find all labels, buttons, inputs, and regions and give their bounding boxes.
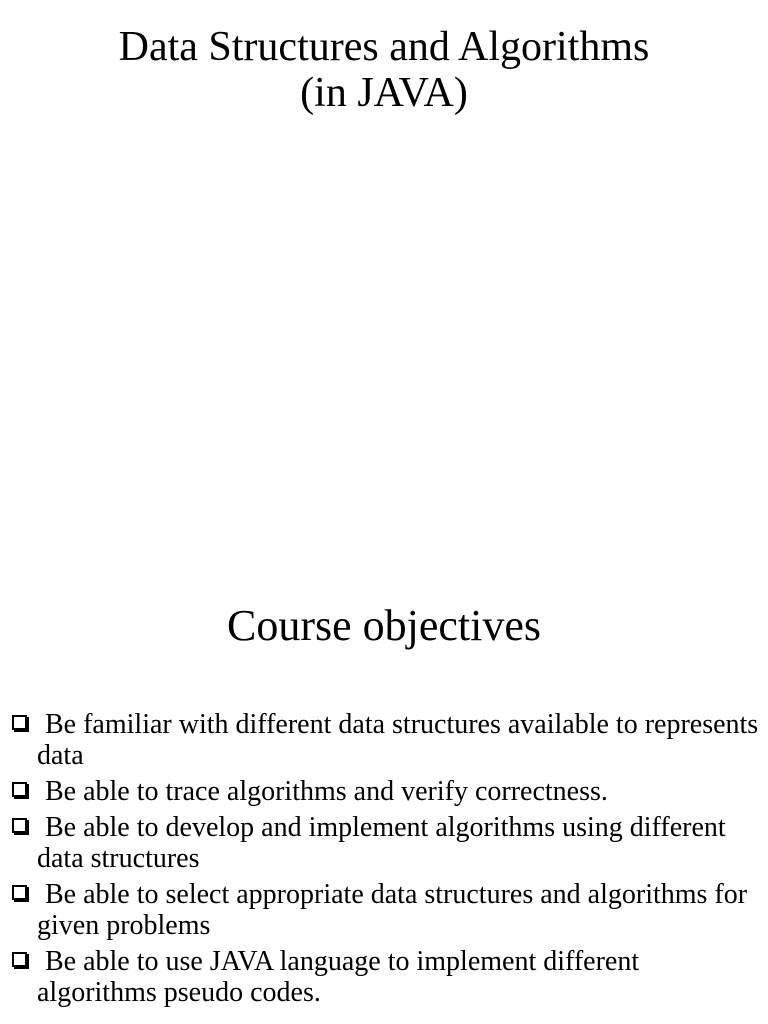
checkbox-icon — [12, 782, 27, 797]
objective-item — [10, 709, 760, 771]
checkbox-icon — [12, 885, 27, 900]
objective-text: Be able to use JAVA language to implement different algorithms pseudo codes. — [37, 946, 640, 1008]
objective-item — [10, 879, 760, 941]
objective-item — [10, 946, 760, 1008]
section-heading: Course objectives — [226, 601, 542, 650]
document-title — [0, 24, 768, 116]
checkbox-icon — [12, 952, 27, 967]
objective-item — [10, 812, 760, 874]
objectives-list — [10, 709, 760, 1013]
objective-text: Be able to trace algorithms and verify correctness. — [45, 776, 608, 807]
objective-item — [10, 776, 760, 807]
checkbox-icon — [12, 715, 27, 730]
title-line-2: (in JAVA) — [300, 70, 468, 116]
title-line-1: Data Structures and Algorithms — [118, 24, 650, 70]
objective-text: Be familiar with different data structures available to represents data — [37, 709, 759, 771]
objective-text: Be able to develop and implement algorithms using different data structures — [37, 812, 726, 874]
checkbox-icon — [12, 818, 27, 833]
objective-text: Be able to select appropriate data structures and algorithms for given problems — [37, 879, 748, 941]
